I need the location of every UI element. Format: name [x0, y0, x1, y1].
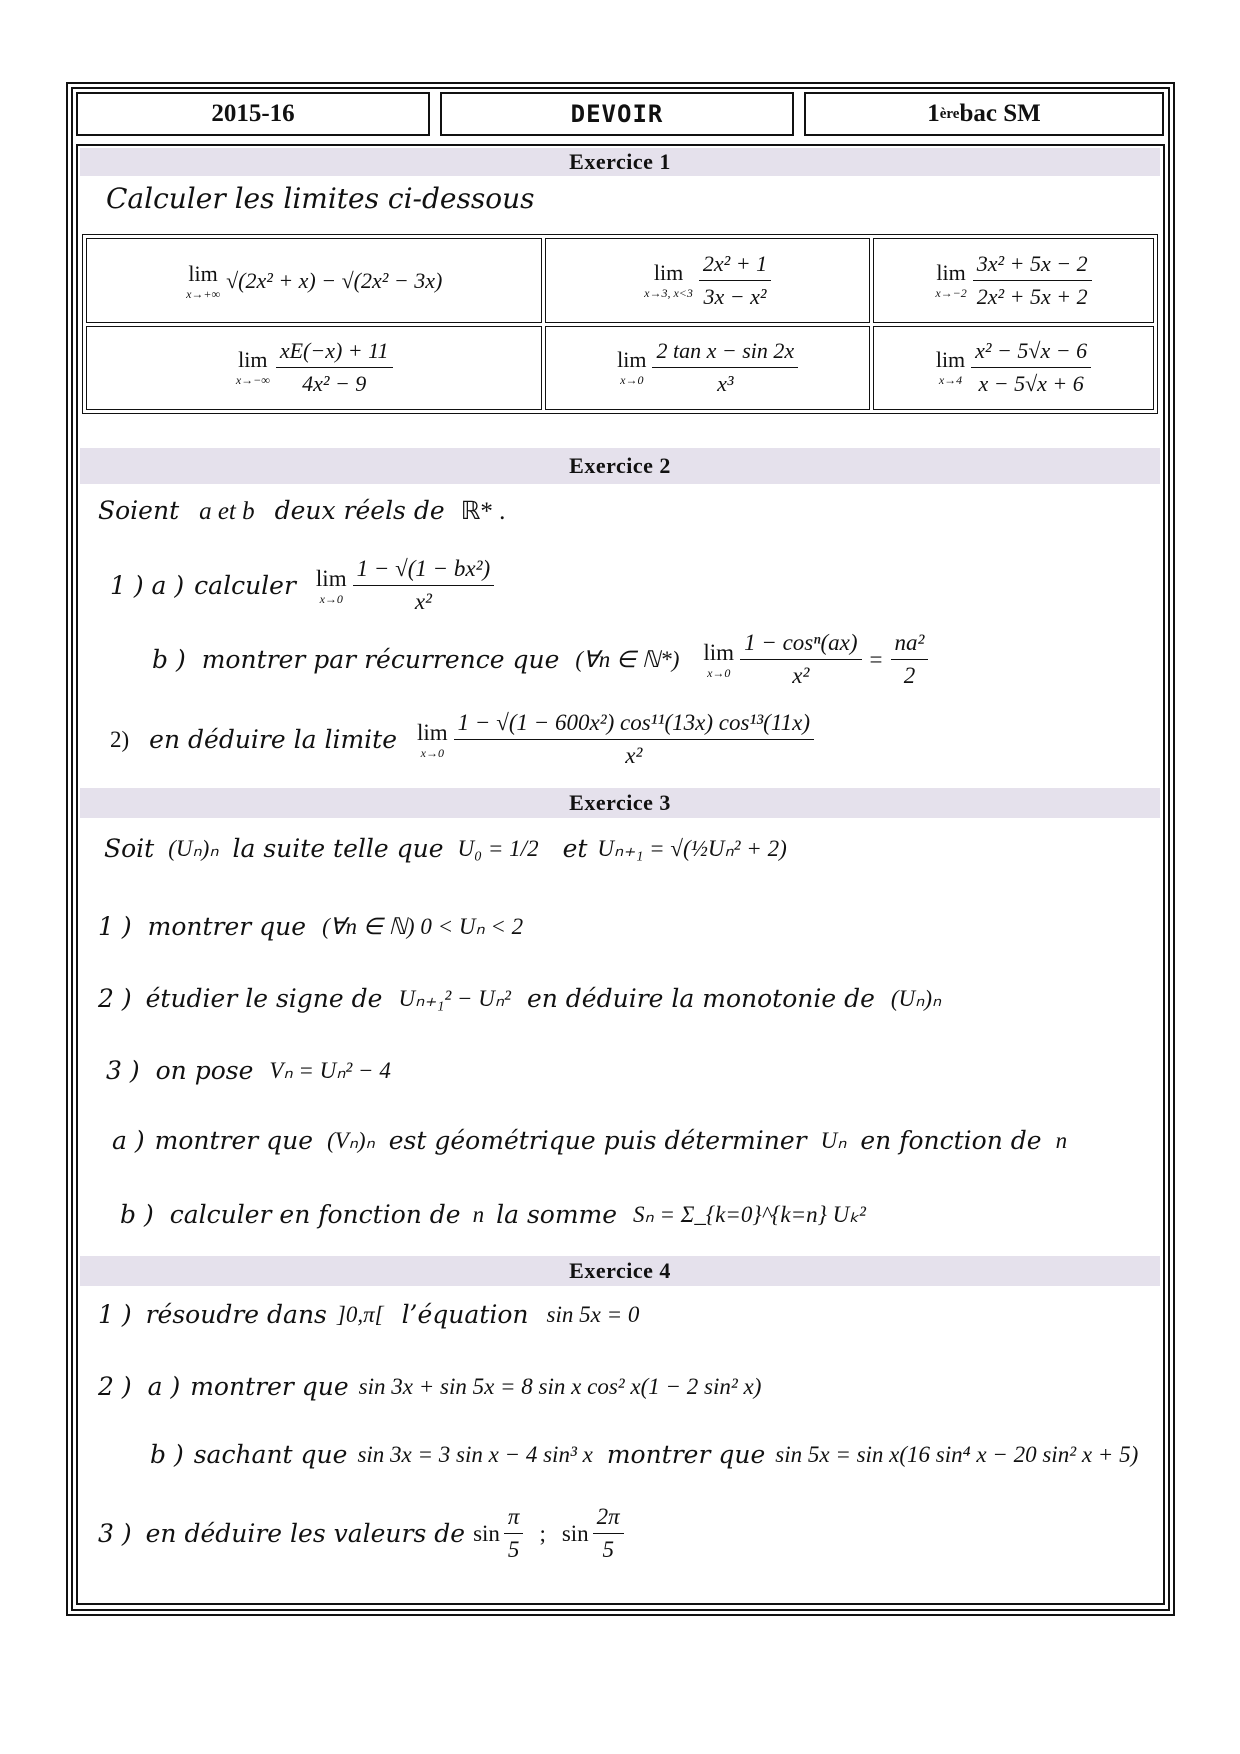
- ex4-q2b: [150, 1440, 1138, 1469]
- header-year-text: 2015-16: [211, 100, 295, 127]
- ex3-q3a-math3: n: [1055, 1127, 1068, 1153]
- fraction-numerator: na²: [891, 630, 929, 660]
- ex4-q1-math: sin 5x = 0: [546, 1301, 640, 1327]
- limit-cell-6: [873, 326, 1154, 411]
- ex3-q3: [106, 1056, 391, 1085]
- fraction-numerator: xE(−x) + 11: [276, 338, 393, 368]
- ex3-q2-label: 2 ): [98, 984, 132, 1013]
- fraction-numerator: 2π: [593, 1504, 624, 1534]
- ex3-q3b-text: calculer en fonction de: [169, 1200, 461, 1229]
- lim-sub: x→0: [707, 665, 731, 680]
- ex4-q1-text: résoudre dans: [145, 1300, 327, 1329]
- ex4-q2b-math: sin 3x = 3 sin x − 4 sin³ x: [357, 1441, 593, 1467]
- fraction-denominator: x − 5√x + 6: [978, 371, 1084, 397]
- ex4-q2a: [98, 1372, 761, 1401]
- lim-sub: x→0: [420, 745, 444, 760]
- ex3-q1-label: 1 ): [98, 912, 132, 941]
- ex3-q3a-text3: en fonction de: [860, 1126, 1042, 1155]
- header-title: [440, 92, 794, 136]
- ex3-q2-text: étudier le signe de: [145, 984, 383, 1013]
- fraction-denominator: x²: [792, 663, 810, 688]
- header-title-text: DEVOIR: [570, 100, 664, 128]
- ex2-q1a-text: calculer: [194, 571, 296, 600]
- fraction-numerator: 1 − cosⁿ(ax): [740, 630, 861, 660]
- ex1-instruction: Calculer les limites ci-dessous: [106, 182, 535, 215]
- fraction-numerator: π: [504, 1504, 524, 1534]
- ex4-q3-separator: ;: [539, 1520, 546, 1546]
- ex3-et: et: [562, 834, 588, 863]
- ex3-q3b-math: n: [472, 1201, 485, 1227]
- ex3-recurrence: Uₙ₊₁ = √(½Uₙ² + 2): [597, 835, 787, 861]
- ex3-q2-math: Uₙ₊₁² − Uₙ²: [398, 985, 511, 1011]
- fraction-denominator: 5: [602, 1537, 614, 1562]
- fraction-denominator: 5: [507, 1537, 520, 1562]
- lim-label: lim: [653, 259, 684, 285]
- lim-label: lim: [617, 347, 647, 373]
- header-level-prefix: 1: [927, 100, 940, 127]
- lim-sub: x→4: [938, 373, 963, 388]
- ex4-q3-text: en déduire les valeurs de: [145, 1519, 466, 1548]
- ex3-q1-text: montrer que: [147, 912, 307, 941]
- fraction-denominator: 3x − x²: [703, 283, 767, 309]
- lim-sub: x→0: [319, 591, 343, 606]
- ex3-q3a-text2: est géométrique puis déterminer: [388, 1126, 807, 1155]
- ex4-q3-sin2: sin: [561, 1520, 589, 1546]
- lim-label: lim: [188, 260, 218, 286]
- ex2-q2-text: en déduire la limite: [149, 725, 397, 754]
- limits-table: [82, 234, 1158, 414]
- limit-cell-3: [873, 238, 1154, 323]
- ex3-q1: [98, 912, 523, 941]
- ex4-q2-label: 2 ): [98, 1372, 132, 1401]
- header-level: [804, 92, 1164, 136]
- lim-sub: x→3, x<3: [644, 285, 693, 300]
- ex3-sequence: (Uₙ)ₙ: [168, 835, 219, 861]
- ex4-q1: [98, 1300, 639, 1329]
- ex4-q2a-label: a ): [147, 1372, 181, 1401]
- ex4-q3: [98, 1504, 624, 1563]
- ex3-q3b-label: b ): [120, 1200, 154, 1229]
- ex4-q3-label: 3 ): [98, 1519, 132, 1548]
- ex3-intro-text2: la suite telle que: [232, 834, 444, 863]
- ex3-q3b-math2: Sₙ = Σ_{k=0}^{k=n} Uₖ²: [633, 1201, 866, 1227]
- ex3-q3b-text2: la somme: [496, 1200, 618, 1229]
- ex2-intro: [98, 496, 505, 526]
- limit-cell-2: [545, 238, 869, 323]
- ex2-q1b-label: b ): [152, 645, 186, 674]
- ex3-q3b: [120, 1200, 866, 1229]
- ex3-q3a-label: a ): [112, 1126, 145, 1155]
- fraction-denominator: 2x² + 5x + 2: [976, 283, 1088, 309]
- ex4-q2a-math: sin 3x + sin 5x = 8 sin x cos² x(1 − 2 sin² x): [358, 1373, 762, 1399]
- ex3-q3-label: 3 ): [106, 1056, 140, 1085]
- lim-sub: x→−∞: [235, 373, 270, 388]
- fraction-denominator: x²: [625, 743, 643, 768]
- limit-expression: √(2x² + x) − √(2x² − 3x): [226, 268, 443, 294]
- ex2-q2: 2) en déduire la limite lim x→0 $\frac{\text{1 − √(1 − 600x²) cos¹¹(13x) cos¹³(11x)}}{\text{x²}}$: [110, 710, 814, 769]
- exercise-3-title: Exercice 3: [80, 788, 1160, 818]
- ex4-q2a-text: montrer que: [190, 1372, 349, 1401]
- ex3-q3a: [112, 1126, 1067, 1155]
- limit-cell-5: [545, 326, 869, 411]
- ex4-q1-interval: ]0,π[: [336, 1301, 384, 1327]
- ex3-u0: U₀ = 1/2: [457, 835, 539, 861]
- ex4-q2b-text2: montrer que: [606, 1440, 766, 1469]
- fraction-numerator: 2 tan x − sin 2x: [652, 338, 798, 368]
- ex2-q2-label: 2): [110, 726, 130, 752]
- limit-cell-4: [86, 326, 542, 411]
- exercise-4-title: Exercice 4: [80, 1256, 1160, 1286]
- ex3-q2: [98, 984, 941, 1013]
- ex3-q3a-math: (Vₙ)ₙ: [327, 1127, 375, 1153]
- ex4-q3-sin1: sin: [473, 1520, 500, 1546]
- ex3-q3a-text: montrer que: [154, 1126, 314, 1155]
- ex4-q2b-text: sachant que: [193, 1440, 348, 1469]
- ex4-q2b-label: b ): [150, 1440, 184, 1469]
- ex2-q1a: 1 ) a ) calculer lim x→0 $\frac{\text{1 − √(1 − bx²)}}{\text{x²}}$: [110, 556, 494, 615]
- fraction-numerator: 1 − √(1 − 600x²) cos¹¹(13x) cos¹³(11x): [454, 710, 814, 740]
- fraction-numerator: x² − 5√x − 6: [971, 338, 1091, 368]
- ex2-q1b: b ) montrer par récurrence que (∀n ∈ ℕ*) lim x→0 $\frac{\text{1 − cosⁿ(ax)}}{\text{x²}}$ = $\frac{\text{na²}}{2}$: [152, 630, 928, 689]
- lim-label: lim: [935, 347, 966, 373]
- fraction-denominator: x²: [414, 589, 432, 614]
- ex2-intro-set: ℝ* .: [460, 498, 506, 525]
- lim-sub: x→0: [620, 373, 644, 388]
- lim-sub: x→−2: [935, 285, 967, 300]
- header-year: [76, 92, 430, 136]
- ex3-intro: [104, 834, 787, 863]
- ex3-intro-text: Soit: [104, 834, 155, 863]
- fraction-denominator: x³: [717, 371, 734, 397]
- ex4-q1-text2: l’équation: [401, 1300, 529, 1329]
- lim-sub: x→+∞: [186, 286, 221, 301]
- lim-label: lim: [936, 259, 966, 285]
- ex3-q2-math2: (Uₙ)ₙ: [890, 985, 942, 1011]
- ex3-q2-text2: en déduire la monotonie de: [526, 984, 875, 1013]
- ex2-q1b-quantifier: (∀n ∈ ℕ*): [575, 646, 680, 672]
- ex4-q1-label: 1 ): [98, 1300, 132, 1329]
- fraction-numerator: 2x² + 1: [699, 251, 771, 281]
- header-level-sup: ère: [939, 105, 960, 122]
- ex3-q1-math: (∀n ∈ ℕ) 0 < Uₙ < 2: [322, 913, 524, 939]
- ex2-intro-vars: a et b: [199, 498, 255, 525]
- ex4-q2b-math2: sin 5x = sin x(16 sin⁴ x − 20 sin² x + 5): [775, 1441, 1139, 1467]
- ex2-q1a-label: 1 ) a ): [110, 571, 185, 600]
- fraction-denominator: 2: [903, 663, 916, 688]
- ex2-intro-text: Soient: [98, 496, 180, 525]
- header-level-suffix: bac SM: [959, 100, 1041, 127]
- ex2-q1b-text: montrer par récurrence que: [201, 645, 560, 674]
- limit-cell-1: [86, 238, 542, 323]
- fraction-numerator: 1 − √(1 − bx²): [353, 556, 495, 586]
- ex3-q3-text: on pose: [155, 1056, 254, 1085]
- ex2-intro-text2: deux réels de: [274, 496, 445, 525]
- exercise-2-title: Exercice 2: [80, 448, 1160, 484]
- lim-label: lim: [238, 347, 268, 373]
- ex3-q3-math: Vₙ = Uₙ² − 4: [269, 1057, 391, 1083]
- exercise-1-title: Exercice 1: [80, 148, 1160, 176]
- ex3-q3a-math2: Uₙ: [820, 1127, 847, 1153]
- fraction-numerator: 3x² + 5x − 2: [973, 251, 1092, 281]
- fraction-denominator: 4x² − 9: [302, 371, 367, 397]
